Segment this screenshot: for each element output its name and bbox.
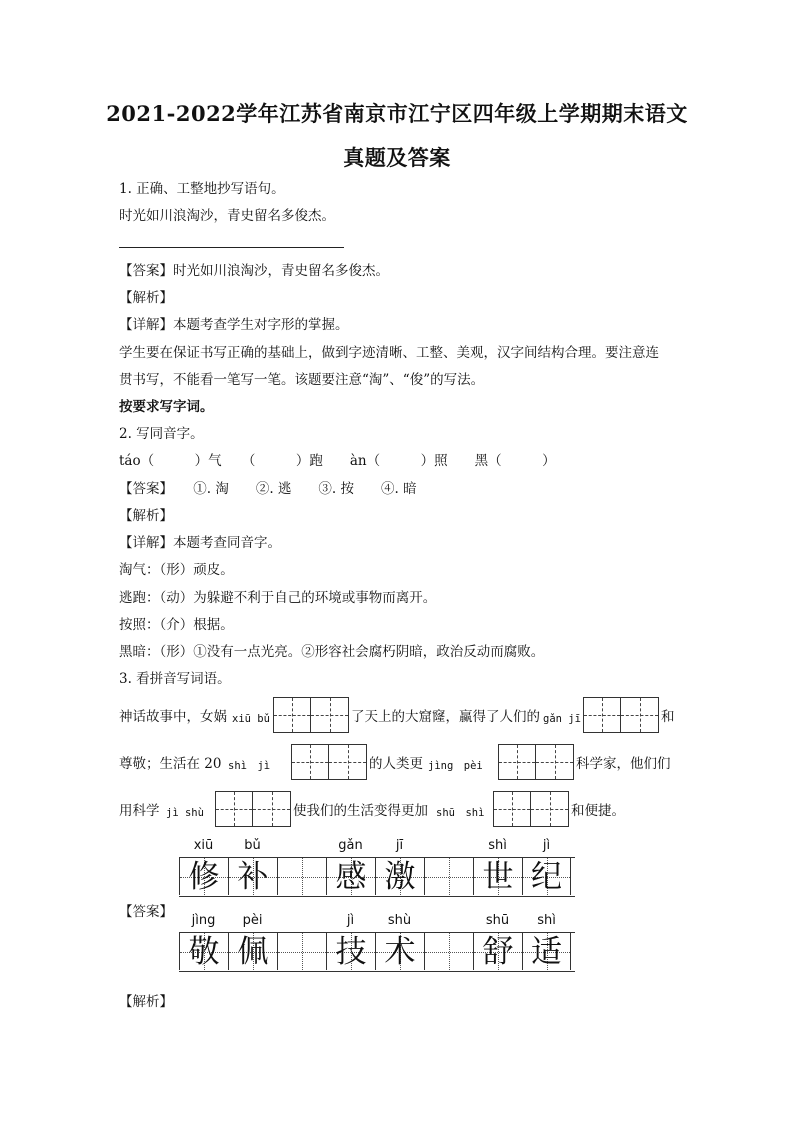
answer-pinyin: jī [395,838,404,853]
q1-heading: 1. 正确、工整地抄写语句。 [119,181,285,197]
answer-char: 纪 [531,859,562,895]
answer-cell [473,933,522,970]
answer-char: 感 [335,859,367,895]
q3-line2-text-a: 尊敬；生活在 20 [119,756,222,772]
q2-fill-line: táo（ ）气 （ ）跑 àn（ ）照 黑（ ） [119,453,556,469]
answer-cell [375,858,424,895]
answer-pinyin: jì [542,838,551,853]
answer-char: 技 [335,934,367,970]
q3-writing-box-4[interactable] [498,744,574,780]
q3-heading: 3. 看拼音写词语。 [119,671,231,687]
q1-detail: 【详解】本题考查学生对字形的掌握。 [119,317,349,333]
q3-line3-pinyin-2: shū shì [436,807,485,819]
q3-writing-box-5[interactable] [215,791,291,827]
q3-line3-text-a: 用科学 [119,803,160,819]
q2-heading: 2. 写同音字。 [119,426,204,442]
answer-cell [228,858,277,895]
doc-title-line1: 2021-2022学年江苏省南京市江宁区四年级上学期期末语文 [106,101,688,126]
answer-char: 术 [384,934,416,970]
q3-line3-text-b: 使我们的生活变得更加 [293,803,428,819]
q2-analysis-label: 【解析】 [119,508,173,524]
q3-line3-text-c: 和便捷。 [571,803,625,819]
q3-writing-box-2[interactable] [583,697,659,733]
answer-char: 舒 [482,934,514,970]
q1-analysis-label: 【解析】 [119,290,173,306]
q3-line1-pinyin-1: xiū bǔ [232,713,270,725]
answer-pinyin: bǔ [244,838,261,853]
answer-cell [424,933,473,970]
answer-char: 敬 [188,934,220,970]
q3-writing-box-6[interactable] [493,791,569,827]
answer-char: 适 [531,934,562,970]
answer-pinyin: shù [387,913,412,928]
q3-line2-pinyin-2: jìng pèi [428,760,483,772]
q3-line1-text-c: 和 [661,709,675,725]
answer-cell [179,933,228,970]
answer-cell [179,858,228,895]
q1-para1: 学生要在保证书写正确的基础上，做到字迹清晰、工整、美观，汉字间结构合理。要注意连 [119,345,659,361]
answer-cell [277,933,326,970]
answer-pinyin: shū [485,913,510,928]
answer-char: 修 [188,859,220,895]
answer-char: 世 [482,859,514,895]
q3-line2-pinyin-1: shì jì [228,760,271,772]
answer-cell [326,933,375,970]
q2-def-4: 黑暗：（形）①没有一点光亮。②形容社会腐朽阴暗，政治反动而腐败。 [119,644,545,660]
answer-pinyin: shì [488,838,507,853]
answer-cell [228,933,277,970]
q2-detail: 【详解】本题考查同音字。 [119,535,281,551]
answer-pinyin: jìng [191,913,216,928]
answer-char: 激 [384,859,416,895]
answer-cell [424,858,473,895]
answer-grid-row2 [179,932,575,972]
q1-note: 按要求写字词。 [119,399,214,415]
answer-pinyin: pèi [242,913,263,928]
q2-def-1: 淘气：（形）顽皮。 [119,562,234,578]
q3-line1-text-a: 神话故事中，女娲 [119,709,227,725]
q3-answer-label: 【答案】 [119,904,173,920]
q3-writing-box-1[interactable] [273,697,349,733]
q1-answer: 【答案】时光如川浪淘沙，青史留名多俊杰。 [119,263,389,279]
answer-cell [375,933,424,970]
answer-cell [277,858,326,895]
q1-answer-blank [119,247,344,248]
q3-line2-text-c: 科学家，他们们 [576,756,671,772]
q3-writing-box-3[interactable] [291,744,367,780]
q3-analysis-label: 【解析】 [119,994,173,1010]
q3-line3-pinyin-1: jì shù [166,807,204,819]
answer-pinyin: shì [537,913,556,928]
q3-line1-pinyin-2: gǎn jī [543,713,581,725]
answer-char: 补 [237,859,269,895]
answer-pinyin: xiū [193,838,214,853]
q1-sentence: 时光如川浪淘沙，青史留名多俊杰。 [119,208,335,224]
q2-answer: 【答案】 ①. 淘 ②. 逃 ③. 按 ④. 暗 [119,481,417,497]
q1-para2: 贯书写，不能看一笔写一笔。该题要注意“淘”、“俊”的写法。 [119,372,485,388]
q2-def-3: 按照：（介）根据。 [119,617,234,633]
q2-def-2: 逃跑：（动）为躲避不利于自己的环境或事物而离开。 [119,590,437,606]
answer-cell [473,858,522,895]
answer-char: 佩 [237,934,269,970]
answer-cell [326,858,375,895]
q3-line1-text-b: 了天上的大窟窿，赢得了人们的 [351,709,540,725]
answer-pinyin: jì [346,913,355,928]
answer-grid-row1 [179,857,575,897]
doc-title-line2: 真题及答案 [343,145,451,170]
answer-cell [522,933,571,970]
answer-pinyin: gǎn [338,838,363,853]
q3-line2-text-b: 的人类更 [369,756,423,772]
answer-cell [522,858,571,895]
